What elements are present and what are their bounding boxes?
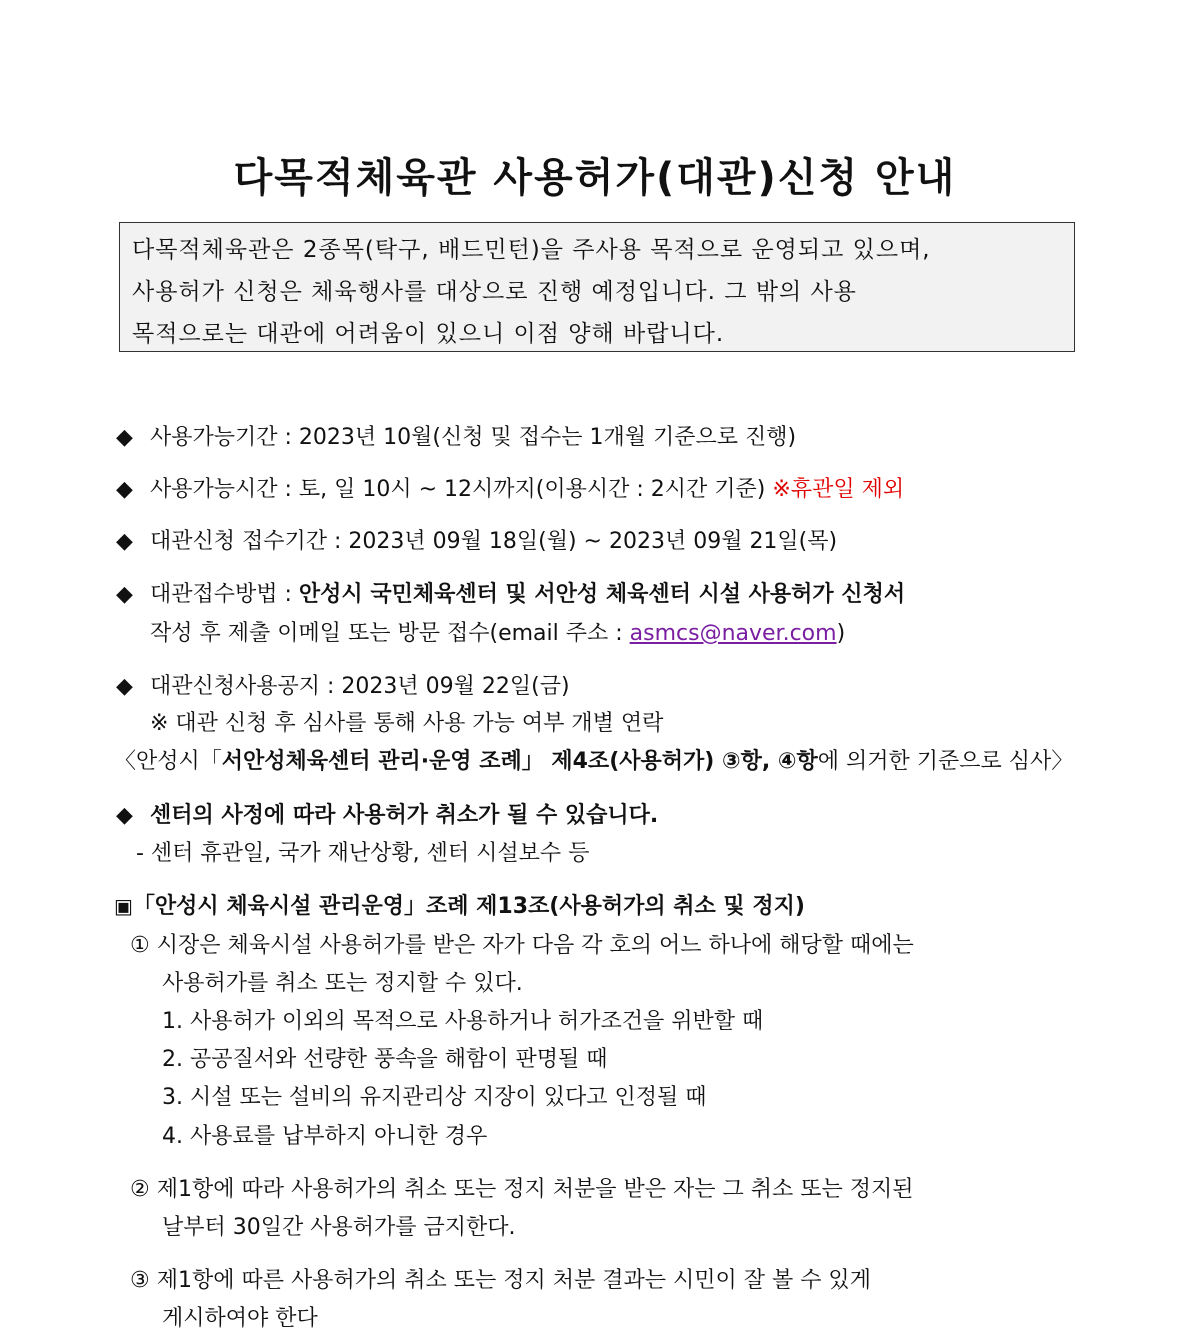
method-line-2 <box>150 616 845 647</box>
method-form-name: 안성시 국민체육센터 및 서안성 체육센터 시설 사용허가 신청서 <box>298 582 906 607</box>
page-title: 다목적체육관 사용허가(대관)신청 안내 <box>233 155 957 201</box>
diamond-bullet-icon: ◆ <box>116 674 133 699</box>
method-line-2-close: ) <box>836 621 846 646</box>
diamond-bullet-icon: ◆ <box>116 803 133 828</box>
square-marker-icon: ▣ <box>114 894 133 918</box>
bullet-receipt-period <box>116 524 837 555</box>
bullet-usage-time <box>116 472 904 503</box>
ordinance-bold: 서안성체육센터 관리·운영 조례」 제4조(사용허가) ③항, ④항 <box>221 749 818 774</box>
diamond-bullet-icon: ◆ <box>116 477 133 502</box>
method-line-2-text: 작성 후 제출 이메일 또는 방문 접수(email 주소 : <box>150 621 630 646</box>
notice-line: 사용허가 신청은 체육행사를 대상으로 진행 예정입니다. 그 밖의 사용 <box>132 279 857 305</box>
clause-item: 1. 사용허가 이외의 목적으로 사용하거나 허가조건을 위반할 때 <box>162 1009 764 1034</box>
clause-2-line-2: 날부터 30일간 사용허가를 금지한다. <box>162 1215 516 1240</box>
cancel-detail: - 센터 휴관일, 국가 재난상황, 센터 시설보수 등 <box>136 841 590 866</box>
bullet-cancellation <box>116 798 658 829</box>
bullet-announcement <box>116 669 570 700</box>
clause-item: 4. 사용료를 납부하지 아니한 경우 <box>162 1124 488 1149</box>
diamond-bullet-icon: ◆ <box>116 425 133 450</box>
clause-3-line-2: 게시하여야 한다 <box>162 1306 318 1331</box>
email-link[interactable]: asmcs@naver.com <box>629 621 837 646</box>
clause-item: 2. 공공질서와 선량한 풍속을 해함이 판명될 때 <box>162 1047 608 1072</box>
clause-3-line-1: ③ 제1항에 따른 사용허가의 취소 또는 정지 처분 결과는 시민이 잘 볼 수 있게 <box>130 1268 871 1293</box>
bullet-usage-period <box>116 420 796 451</box>
clause-item: 3. 시설 또는 설비의 유지관리상 지장이 있다고 인정될 때 <box>162 1085 707 1110</box>
usage-time-text: 사용가능시간 : 토, 일 10시 ~ 12시까지(이용시간 : 2시간 기준) <box>150 477 766 502</box>
diamond-bullet-icon: ◆ <box>116 582 133 607</box>
ordinance-prefix: 〈안성시「 <box>114 749 222 774</box>
usage-period-text: 사용가능기간 : 2023년 10월(신청 및 접수는 1개월 기준으로 진행) <box>150 425 797 450</box>
closed-day-note: ※휴관일 제외 <box>772 477 905 502</box>
diamond-bullet-icon: ◆ <box>116 529 133 554</box>
section-heading <box>114 889 805 920</box>
notice-box <box>119 222 1075 352</box>
clause-1-line-2: 사용허가를 취소 또는 정지할 수 있다. <box>162 971 523 996</box>
announce-text: 대관신청사용공지 : 2023년 09월 22일(금) <box>150 674 570 699</box>
clause-1-line-1: ① 시장은 체육시설 사용허가를 받은 자가 다음 각 호의 어느 하나에 해당할 때에는 <box>130 933 914 958</box>
clause-2-line-1: ② 제1항에 따라 사용허가의 취소 또는 정지 처분을 받은 자는 그 취소 또는 정지된 <box>130 1177 914 1202</box>
notice-line: 다목적체육관은 2종목(탁구, 배드민턴)을 주사용 목적으로 운영되고 있으며, <box>132 237 931 263</box>
ordinance-suffix: 에 의거한 기준으로 심사〉 <box>817 749 1074 774</box>
bullet-receipt-method <box>116 577 905 608</box>
ordinance-reference <box>114 744 1073 775</box>
method-label: 대관접수방법 : <box>150 582 299 607</box>
receipt-period-text: 대관신청 접수기간 : 2023년 09월 18일(월) ~ 2023년 09월 21일(목) <box>150 529 838 554</box>
cancel-text: 센터의 사정에 따라 사용허가 취소가 될 수 있습니다. <box>150 803 659 828</box>
section-heading-text: 「안성시 체육시설 관리운영」조례 제13조(사용허가의 취소 및 정지) <box>132 894 805 919</box>
announce-note: ※ 대관 신청 후 심사를 통해 사용 가능 여부 개별 연락 <box>150 711 664 736</box>
notice-line: 목적으로는 대관에 어려움이 있으니 이점 양해 바랍니다. <box>132 321 725 347</box>
